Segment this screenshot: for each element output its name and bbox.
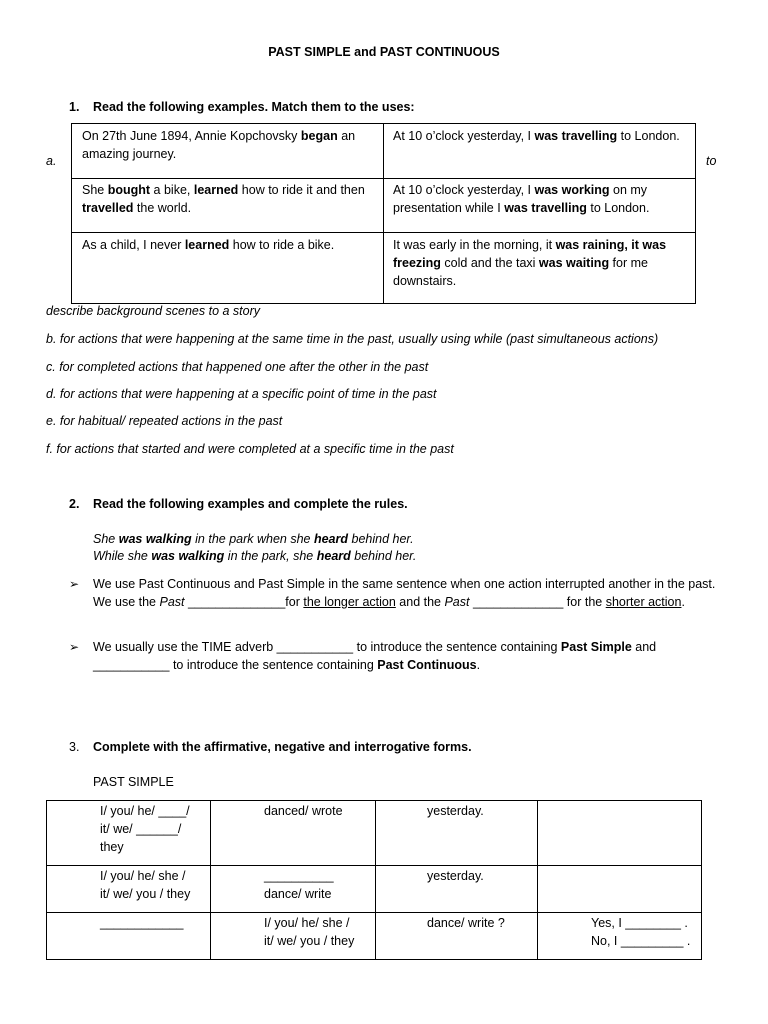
- q1-side-label-a: a.: [46, 154, 57, 168]
- q2-example-1: She was walking in the park when she heard behind her.: [93, 532, 414, 546]
- q2-rule-1: We use Past Continuous and Past Simple in the same sentence when one action interrupted another in the past. We use the Past ______________for the longer action and the Past _____________ for the shorter action.: [93, 577, 716, 609]
- r1-subject-line-3: they: [100, 840, 124, 854]
- q1-example-1b: At 10 o’clock yesterday, I was travelling to London.: [393, 129, 680, 143]
- q3-number: 3.: [69, 740, 80, 754]
- r2-subject-line-2: it/ we/ you / they: [100, 887, 191, 901]
- q1-heading: Read the following examples. Match them to the uses:: [93, 100, 415, 114]
- use-item: describe background scenes to a story: [46, 304, 261, 318]
- use-item: b. for actions that were happening at the same time in the past, usually using while (past simultaneous actions): [46, 332, 659, 346]
- r3-blank: ____________: [100, 916, 184, 930]
- r1-subject-line-1: I/ you/ he/ ____/: [100, 804, 190, 818]
- r2-time: yesterday.: [427, 869, 484, 883]
- q1-example-2a: She bought a bike, learned how to ride it and then travelled the world.: [82, 183, 365, 215]
- r3-verb: dance/ write ?: [427, 916, 505, 930]
- r3-subject-line-1: I/ you/ he/ she /: [264, 916, 350, 930]
- table-divider: [47, 912, 701, 913]
- q3-subheading: PAST SIMPLE: [93, 775, 174, 789]
- r3-subject-line-2: it/ we/ you / they: [264, 934, 355, 948]
- q1-example-1a: On 27th June 1894, Annie Kopchovsky began an amazing journey.: [82, 129, 356, 161]
- q3-heading: Complete with the affirmative, negative and interrogative forms.: [93, 740, 472, 754]
- q3-forms-table: [46, 800, 702, 960]
- r1-time: yesterday.: [427, 804, 484, 818]
- q1-example-3b: It was early in the morning, it was raining, it was freezing cold and the taxi was waiting for me downstairs.: [393, 238, 667, 288]
- q2-number: 2.: [69, 497, 80, 511]
- table-divider: [210, 801, 211, 959]
- page-title: PAST SIMPLE and PAST CONTINUOUS: [268, 45, 500, 59]
- q1-side-label-to: to: [706, 154, 717, 168]
- r3-short-answer-yes: Yes, I ________ .: [591, 916, 688, 930]
- r2-blank: __________: [264, 869, 334, 883]
- r3-short-answer-no: No, I _________ .: [591, 934, 691, 948]
- q1-number: 1.: [69, 100, 80, 114]
- use-item: d. for actions that were happening at a specific point of time in the past: [46, 387, 437, 401]
- r1-subject-line-2: it/ we/ ______/: [100, 822, 182, 836]
- table-divider: [375, 801, 376, 959]
- table-divider: [72, 178, 695, 179]
- table-divider: [72, 232, 695, 233]
- q2-rule-2: We usually use the TIME adverb ___________ to introduce the sentence containing Past Simple and ___________ to introduce the sentence containing Past Continuous.: [93, 640, 657, 672]
- use-item: c. for completed actions that happened one after the other in the past: [46, 360, 429, 374]
- bullet-arrow-icon: ➢: [69, 577, 80, 591]
- q1-examples-table: [71, 123, 696, 304]
- q1-example-3a: As a child, I never learned how to ride a bike.: [82, 238, 335, 252]
- use-item: e. for habitual/ repeated actions in the past: [46, 414, 283, 428]
- r1-verb: danced/ wrote: [264, 804, 343, 818]
- table-divider: [383, 124, 384, 303]
- q2-example-2: While she was walking in the park, she heard behind her.: [93, 549, 417, 563]
- table-divider: [47, 865, 701, 866]
- r2-subject-line-1: I/ you/ he/ she /: [100, 869, 186, 883]
- table-divider: [537, 801, 538, 959]
- q2-heading: Read the following examples and complete the rules.: [93, 497, 408, 511]
- r2-verb: dance/ write: [264, 887, 332, 901]
- bullet-arrow-icon: ➢: [69, 640, 80, 654]
- q1-example-2b: At 10 o’clock yesterday, I was working on my presentation while I was travelling to London.: [393, 183, 650, 215]
- use-item: f. for actions that started and were completed at a specific time in the past: [46, 442, 454, 456]
